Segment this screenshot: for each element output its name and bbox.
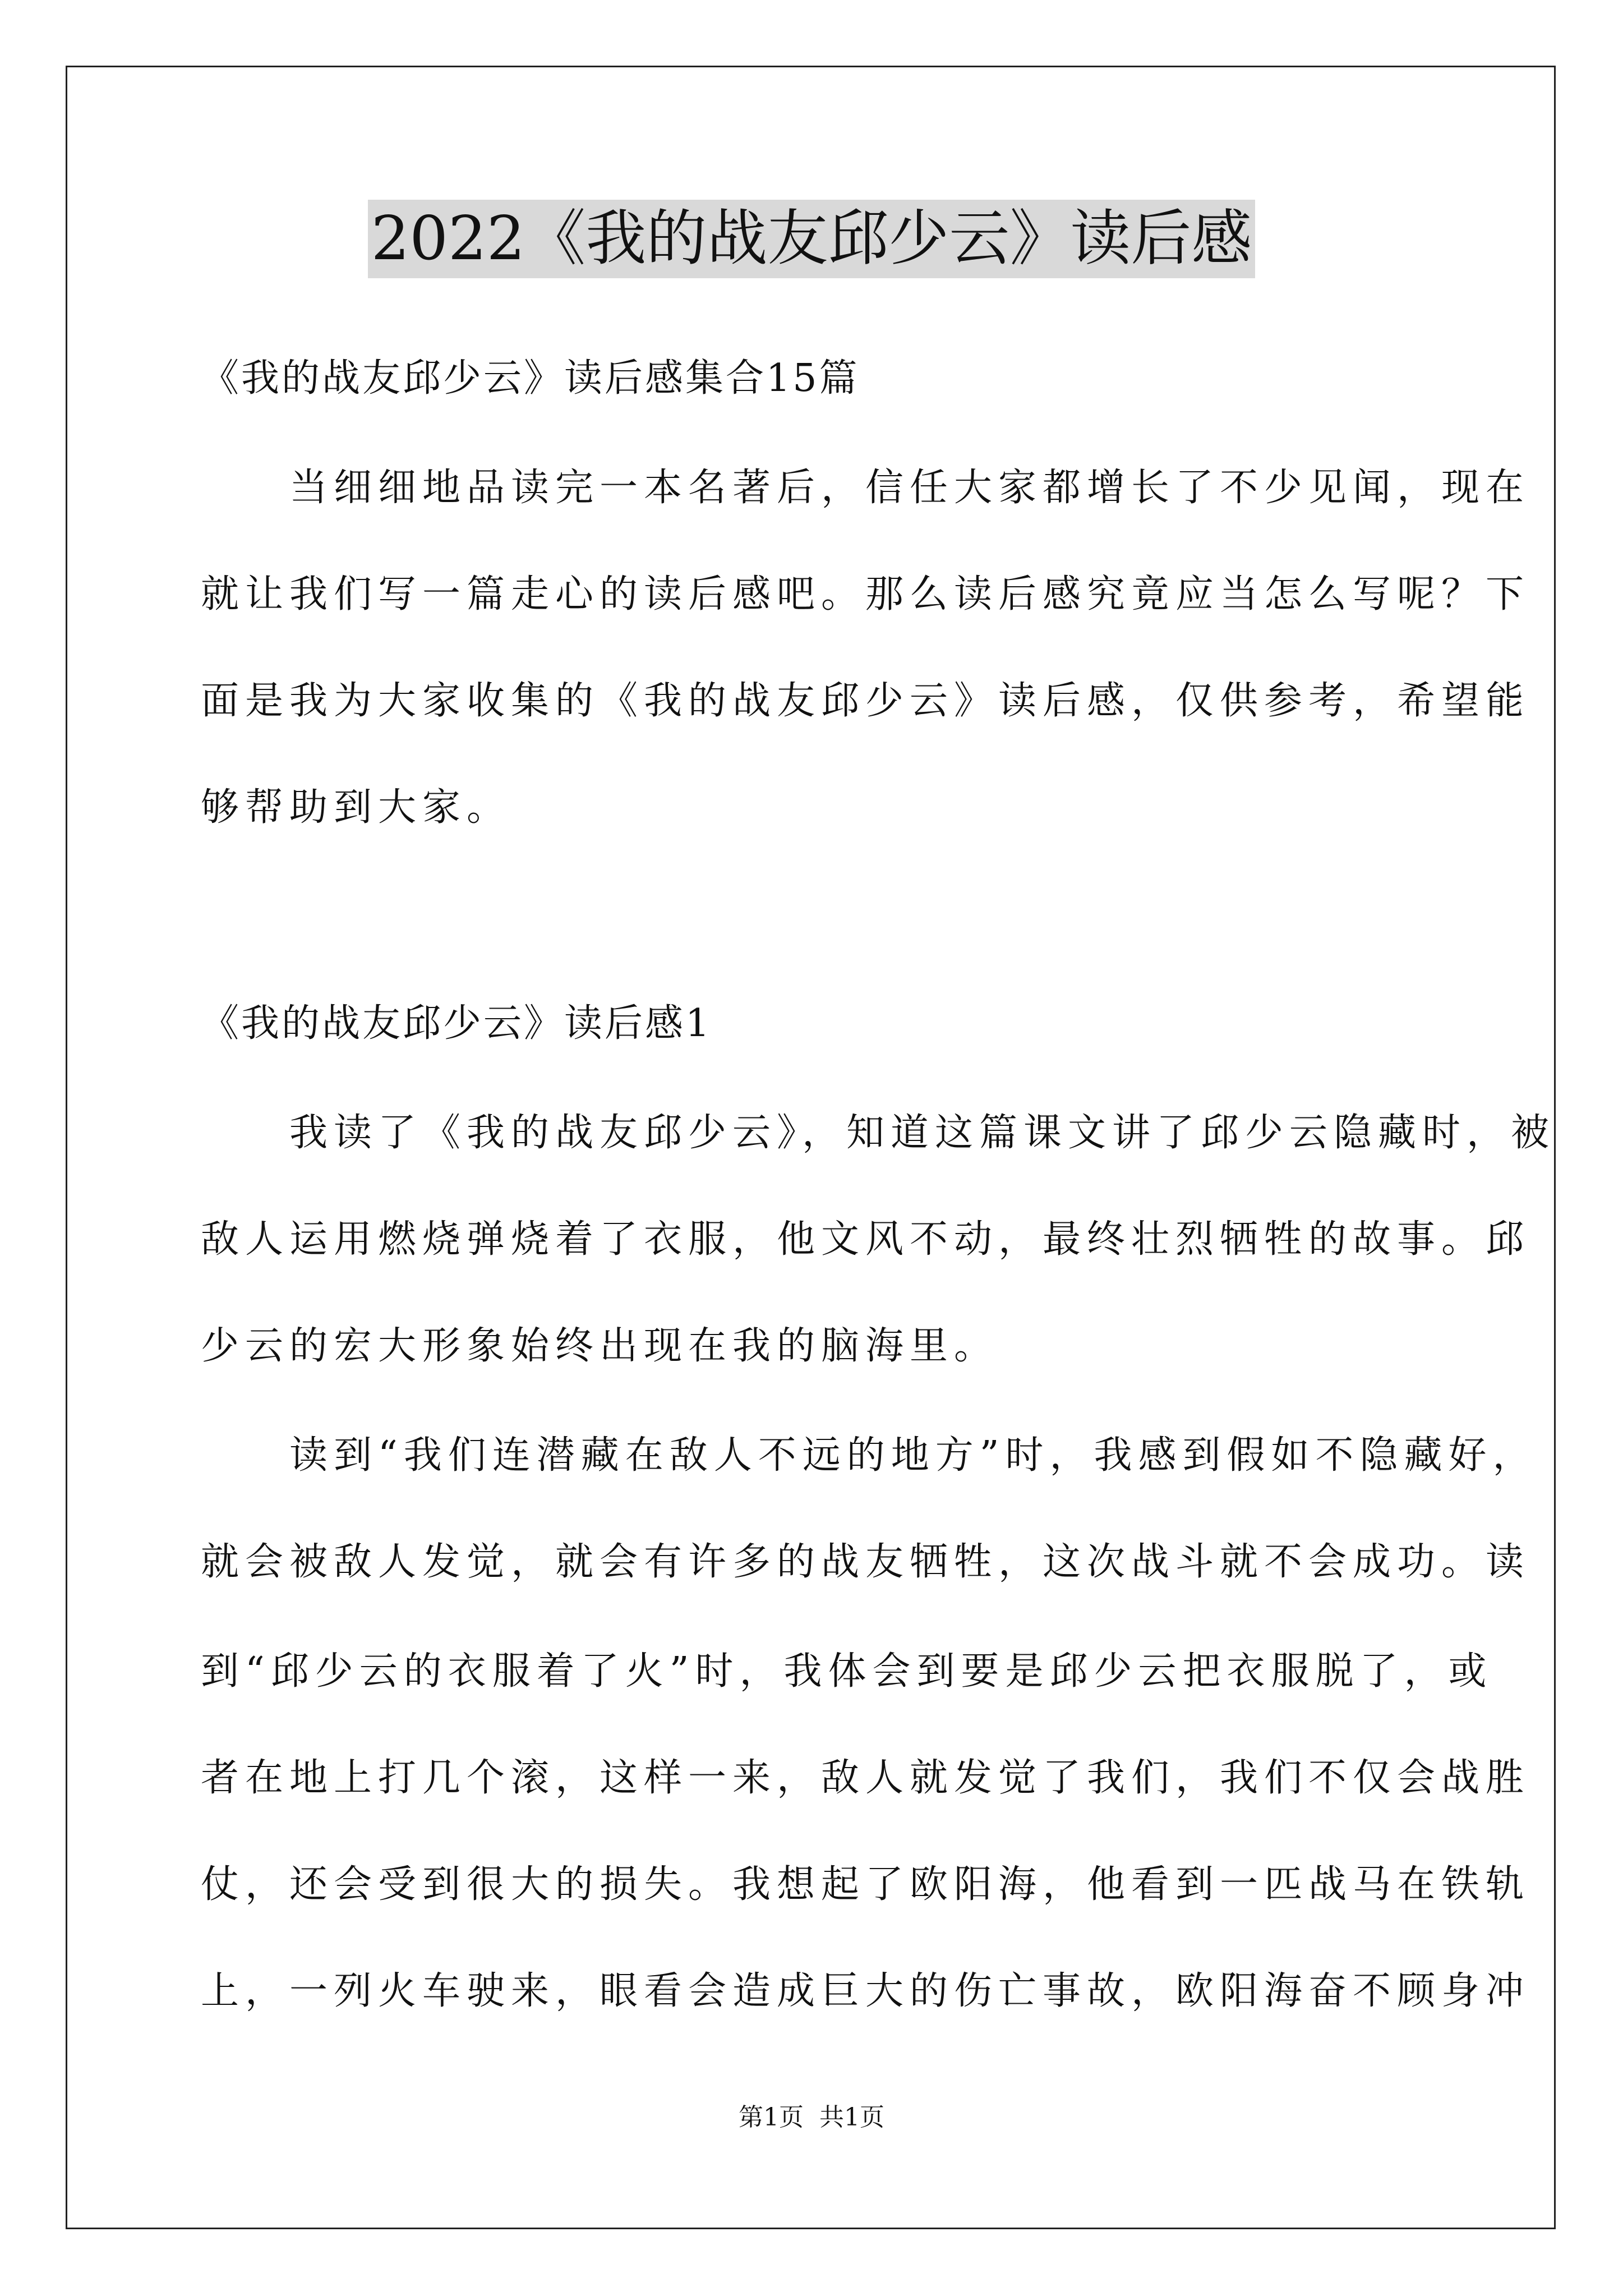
paragraph1-line-1: 我读了《我的战友邱少云》，知道这篇课文讲了邱少云隐藏时，被 — [201, 1111, 1556, 1155]
paragraph2-line-3: 到“邱少云的衣服着了火”时，我体会到要是邱少云把衣服脱了，或 — [201, 1649, 1493, 1694]
paragraph1-line-2: 敌人运用燃烧弹烧着了衣服，他文风不动，最终壮烈牺牲的故事。邱 — [201, 1217, 1530, 1262]
paragraph2-line-5: 仗，还会受到很大的损失。我想起了欧阳海，他看到一匹战马在铁轨 — [201, 1862, 1530, 1907]
paragraph2-line-2: 就会被敌人发觉，就会有许多的战友牺牲，这次战斗就不会成功。读 — [201, 1540, 1530, 1584]
page-number-total: 共1页 — [819, 2103, 884, 2132]
paragraph2-line-4: 者在地上打几个滚，这样一来，敌人就发觉了我们，我们不仅会战胜 — [201, 1756, 1530, 1800]
document-subtitle: 《我的战友邱少云》读后感集合15篇 — [201, 356, 860, 401]
page-number-current: 第1页 — [739, 2103, 804, 2132]
intro-line-2: 就让我们写一篇走心的读后感吧。那么读后感究竟应当怎么写呢？下 — [201, 572, 1530, 616]
intro-line-3: 面是我为大家收集的《我的战友邱少云》读后感，仅供参考，希望能 — [201, 679, 1530, 723]
paragraph2-line-6: 上，一列火车驶来，眼看会造成巨大的伤亡事故，欧阳海奋不顾身冲 — [201, 1969, 1530, 2013]
paragraph1-line-3: 少云的宏大形象始终出现在我的脑海里。 — [201, 1324, 999, 1368]
page-footer — [0, 2101, 1623, 2134]
intro-line-4: 够帮助到大家。 — [201, 785, 511, 830]
section-heading: 《我的战友邱少云》读后感1 — [201, 1001, 712, 1046]
intro-line-1: 当细细地品读完一本名著后，信任大家都增长了不少见闻，现在 — [201, 466, 1530, 510]
title-wrap — [0, 200, 1623, 278]
paragraph2-line-1: 读到“我们连潜藏在敌人不远的地方”时，我感到假如不隐藏好， — [201, 1433, 1537, 1478]
document-title: 2022《我的战友邱少云》读后感 — [368, 200, 1256, 278]
